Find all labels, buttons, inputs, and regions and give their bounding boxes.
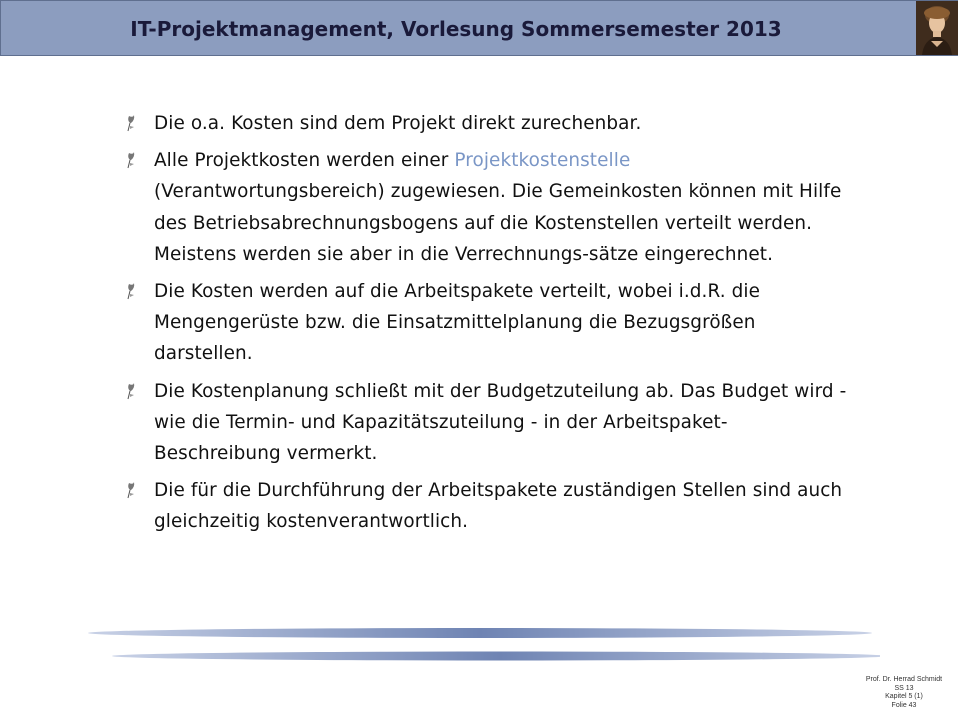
bullet-item [120, 475, 850, 537]
bullet-item [120, 145, 850, 270]
bullet-item [120, 376, 850, 470]
bullet-text-before: Alle Projektkosten werden einer [154, 150, 455, 172]
bullet-text: Die Kosten werden auf die Arbeitspakete verteilt, wobei i.d.R. die Mengengerüste bzw. die Einsatzmittelplanung die Bezugsgrößen darstellen. [154, 281, 760, 365]
slide-header [0, 0, 958, 56]
decorative-swoosh-lines [80, 620, 880, 664]
footer-author: Prof. Dr. Herrad Schmidt [865, 676, 943, 683]
bullet-text: Die für die Durchführung der Arbeitspakete zuständigen Stellen sind auch gleichzeitig kostenverantwortlich. [154, 480, 843, 533]
feather-bullet-icon [126, 481, 136, 499]
bullet-list [120, 108, 850, 544]
bullet-text: Die Kostenplanung schließt mit der Budgetzuteilung ab. Das Budget wird - wie die Termin- und Kapazitätszuteilung - in der Arbeitspaket-Beschreibung vermerkt. [154, 380, 847, 465]
portrait-image [916, 1, 958, 55]
swoosh-line-lower [112, 652, 880, 661]
highlight-term: Projektkostenstelle [454, 150, 631, 172]
footer-slide-number: Folie 43 [891, 701, 917, 709]
slide-title: IT-Projektmanagement, Vorlesung Sommersemester 2013 [130, 17, 782, 41]
bullet-item [120, 276, 850, 370]
slide-footer [852, 676, 956, 710]
feather-bullet-icon [126, 114, 136, 132]
bullet-text: Die o.a. Kosten sind dem Projekt direkt zurechenbar. [154, 113, 642, 134]
footer-semester: SS 13 [894, 684, 914, 692]
feather-bullet-icon [126, 382, 136, 400]
feather-bullet-icon [126, 151, 136, 169]
feather-bullet-icon [126, 282, 136, 300]
bullet-item [120, 108, 850, 139]
footer-chapter: Kapitel 5 (1) [885, 693, 923, 701]
swoosh-line-upper [88, 628, 872, 638]
bullet-text-after: (Verantwortungsbereich) zugewiesen. Die Gemeinkosten können mit Hilfe des Betriebsabrechnungsbogens auf die Kostenstellen verteilt werden. Meistens werden sie aber in die Verrechnungs-sätze eingerechnet. [154, 181, 842, 265]
